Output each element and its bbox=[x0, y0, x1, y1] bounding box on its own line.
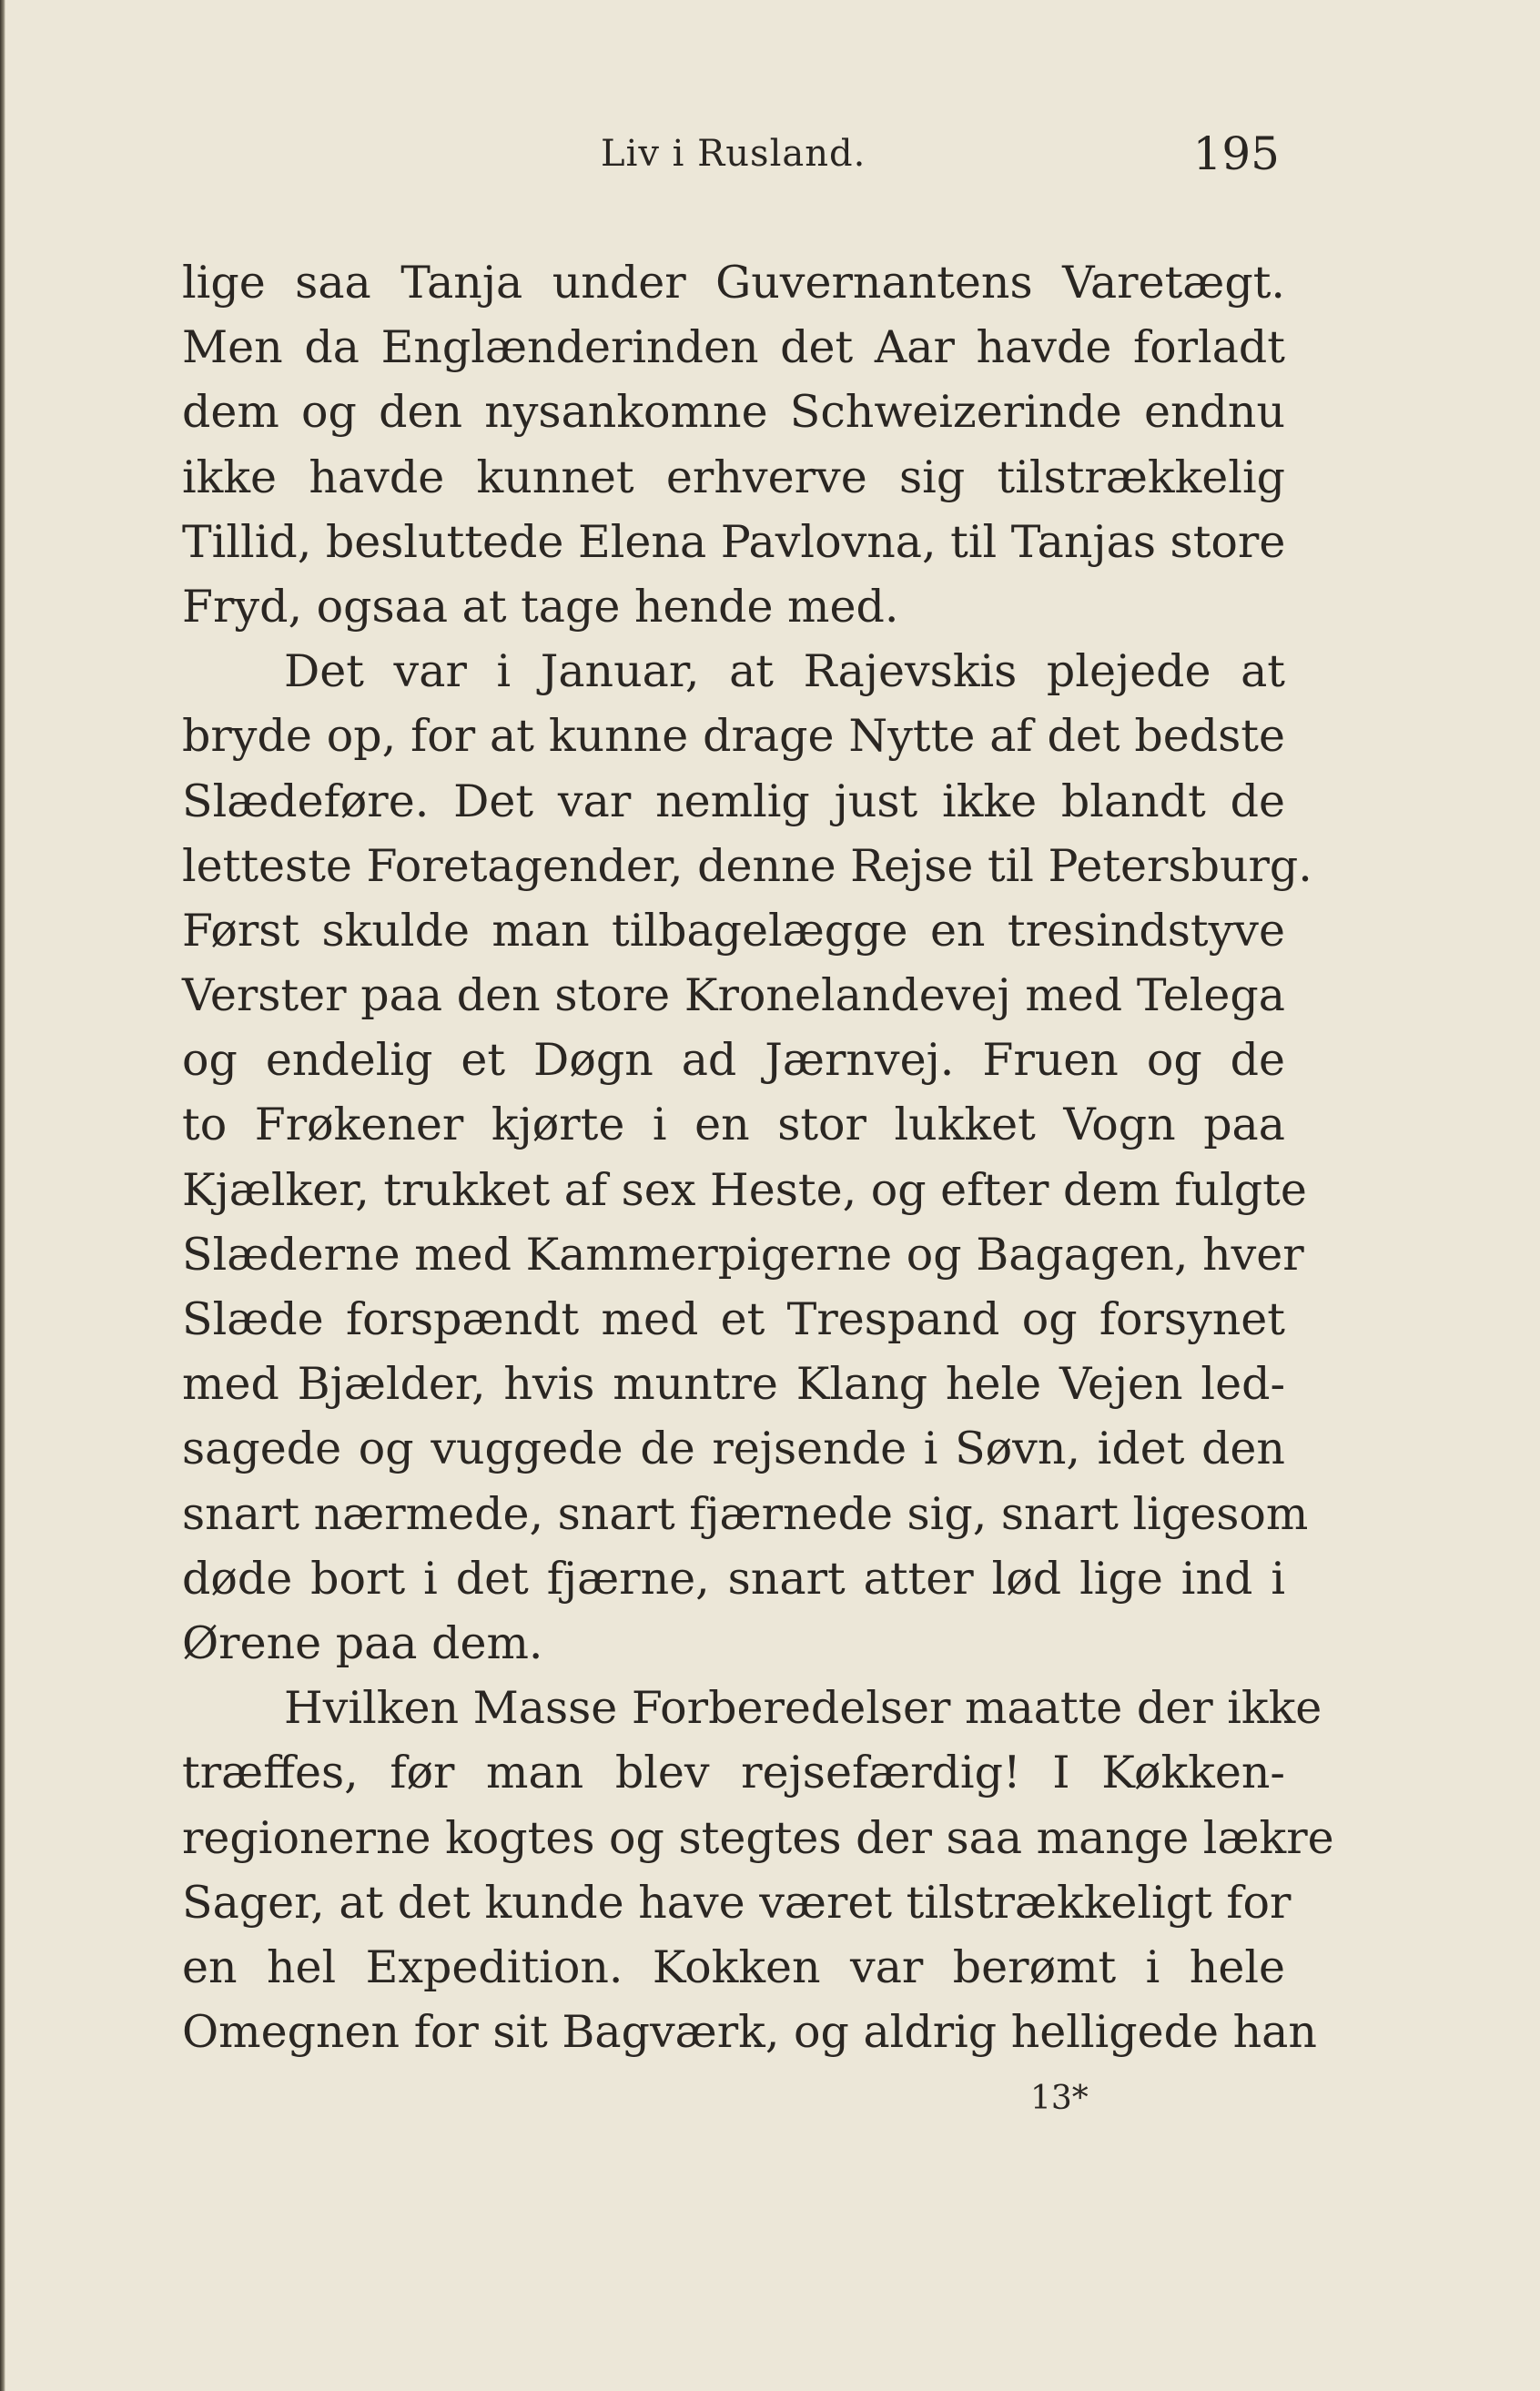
signature-mark: 13* bbox=[1030, 2080, 1089, 2117]
text-line: Det var i Januar, at Rajevskis plejede at bbox=[284, 645, 1285, 698]
text-line: Verster paa den store Kronelandevej med Telega bbox=[182, 969, 1285, 1022]
text-line: lige saa Tanja under Guvernantens Varetægt. bbox=[182, 257, 1285, 309]
text-line: Sager, at det kunde have været tilstrækkeligt for bbox=[182, 1876, 1292, 1929]
text-line: Først skulde man tilbagelægge en tresindstyve bbox=[182, 904, 1285, 957]
text-line: sagede og vuggede de rejsende i Søvn, idet den bbox=[182, 1423, 1285, 1475]
page-number: 195 bbox=[1192, 127, 1280, 180]
text-line: to Frøkener kjørte i en stor lukket Vogn paa bbox=[182, 1099, 1285, 1151]
page-edge bbox=[0, 0, 5, 2391]
text-line: Tillid, besluttede Elena Pavlovna, til Tanjas store bbox=[182, 515, 1286, 568]
text-line: en hel Expedition. Kokken var berømt i hele bbox=[182, 1940, 1285, 1993]
text-line: Men da Englænderinden det Aar havde forladt bbox=[182, 321, 1285, 374]
text-line: bryde op, for at kunne drage Nytte af det bedste bbox=[182, 710, 1285, 763]
text-line: Slædeføre. Det var nemlig just ikke blandt de bbox=[182, 775, 1285, 827]
text-line: Hvilken Masse Forberedelser maatte der ikke bbox=[284, 1682, 1322, 1735]
text-line: dem og den nysankomne Schweizerinde endnu bbox=[182, 386, 1285, 439]
text-line: Ørene paa dem. bbox=[182, 1616, 543, 1669]
text-line: Omegnen for sit Bagværk, og aldrig helligede han bbox=[182, 2006, 1317, 2059]
text-line: Kjælker, trukket af sex Heste, og efter dem fulgte bbox=[182, 1163, 1307, 1216]
text-line: snart nærmede, snart fjærnede sig, snart ligesom bbox=[182, 1487, 1309, 1540]
text-line: regionerne kogtes og stegtes der saa mange lækre bbox=[182, 1811, 1334, 1864]
text-line: Slæderne med Kammerpigerne og Bagagen, hver bbox=[182, 1228, 1304, 1281]
text-line: Fryd, ogsaa at tage hende med. bbox=[182, 580, 899, 633]
text-line: Slæde forspændt med et Trespand og forsynet bbox=[182, 1293, 1285, 1345]
body-text bbox=[182, 250, 1334, 2064]
text-line: træffes, før man blev rejsefærdig! I Køkken- bbox=[182, 1747, 1285, 1799]
text-line: ikke havde kunnet erhverve sig tilstrækkelig bbox=[182, 451, 1285, 503]
text-line: med Bjælder, hvis muntre Klang hele Vejen led- bbox=[182, 1358, 1285, 1411]
text-line: og endelig et Døgn ad Jærnvej. Fruen og de bbox=[182, 1034, 1285, 1087]
text-line: døde bort i det fjærne, snart atter lød lige ind i bbox=[182, 1552, 1285, 1605]
text-line: letteste Foretagender, denne Rejse til Petersburg. bbox=[182, 839, 1312, 892]
running-head: Liv i Rusland. bbox=[601, 133, 866, 175]
